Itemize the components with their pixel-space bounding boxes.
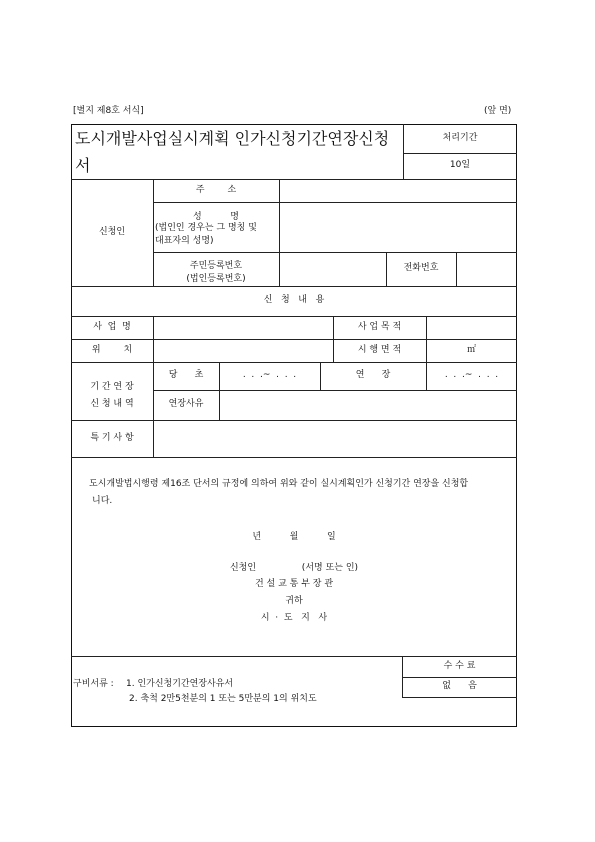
signature-line: 신청인 (서명 또는 인)	[229, 563, 359, 573]
extended-period-field[interactable]: . . .~ . . .	[444, 370, 499, 381]
form-title-line1: 도시개발사업실시계획 인가신청기간연장신청	[75, 129, 390, 148]
extension-section-label-line1: 기 간 연 장	[90, 382, 134, 392]
special-notes-field[interactable]	[154, 421, 516, 456]
address-field[interactable]	[280, 180, 516, 201]
phone-label: 전화번호	[403, 263, 439, 274]
processing-period-value: 10일	[449, 160, 471, 171]
business-name-field[interactable]	[154, 317, 332, 338]
special-notes-label: 특 기 사 항	[90, 432, 134, 443]
date-line: 년 월 일	[252, 532, 336, 542]
original-period-label: 당 초	[168, 370, 204, 381]
fee-value: 없 음	[442, 681, 477, 692]
name-field[interactable]	[280, 203, 516, 251]
business-name-label: 사 업 명	[93, 321, 131, 332]
required-document-1: 1. 인가신청기간연장사유서	[126, 679, 234, 689]
location-field[interactable]	[154, 340, 332, 361]
extended-period-label: 연 장	[355, 370, 391, 381]
form-title-line2: 서	[75, 156, 91, 175]
area-field[interactable]	[426, 339, 517, 362]
extension-reason-label: 연장사유	[168, 399, 204, 410]
required-document-2: 2. 축척 2만5천분의 1 또는 5만분의 1의 위치도	[129, 694, 317, 704]
id-number-label: 주민등록번호	[189, 261, 243, 271]
id-number-field[interactable]	[280, 253, 385, 285]
statement-line1: 도시개발법시행령 제16조 단서의 규정에 의하여 위와 같이 실시계획인가 신청기간 연장을 신청합	[89, 479, 469, 489]
recipient-minister: 건 설 교 통 부 장 관	[254, 579, 334, 589]
business-purpose-label: 사 업 목 적	[357, 321, 402, 332]
corporate-id-note: (법인등록번호)	[186, 274, 246, 284]
area-label: 시 행 면 적	[357, 344, 402, 355]
original-period-field[interactable]: . . .~ . . .	[242, 370, 297, 381]
recipient-governor: 시 · 도 지 사	[260, 613, 328, 623]
applicant-section-label: 신청인	[98, 226, 126, 237]
form-number: [별지 제8호 서식]	[73, 106, 144, 116]
name-note-line1: (법인인 경우는 그 명칭 및	[155, 223, 257, 233]
extension-reason-field[interactable]	[220, 391, 516, 419]
statement-line2: 니다.	[92, 496, 113, 506]
address-label: 주 소	[195, 184, 237, 195]
page-side-label: (앞 면)	[484, 106, 512, 116]
honorific: 귀하	[285, 596, 303, 606]
fee-label: 수 수 료	[443, 660, 476, 671]
business-purpose-field[interactable]	[427, 317, 516, 338]
name-label: 성 명	[193, 212, 239, 222]
extension-section-label-line2: 신 청 내 역	[90, 399, 134, 409]
required-documents-label: 구비서류 :	[73, 679, 114, 689]
location-label: 위 치	[91, 344, 133, 355]
processing-period-label: 처리기간	[442, 132, 478, 143]
area-unit: ㎡	[466, 344, 476, 355]
name-note-line2: 대표자의 성명)	[155, 236, 214, 246]
application-content-title: 신 청 내 용	[263, 295, 325, 306]
phone-field[interactable]	[457, 253, 516, 285]
